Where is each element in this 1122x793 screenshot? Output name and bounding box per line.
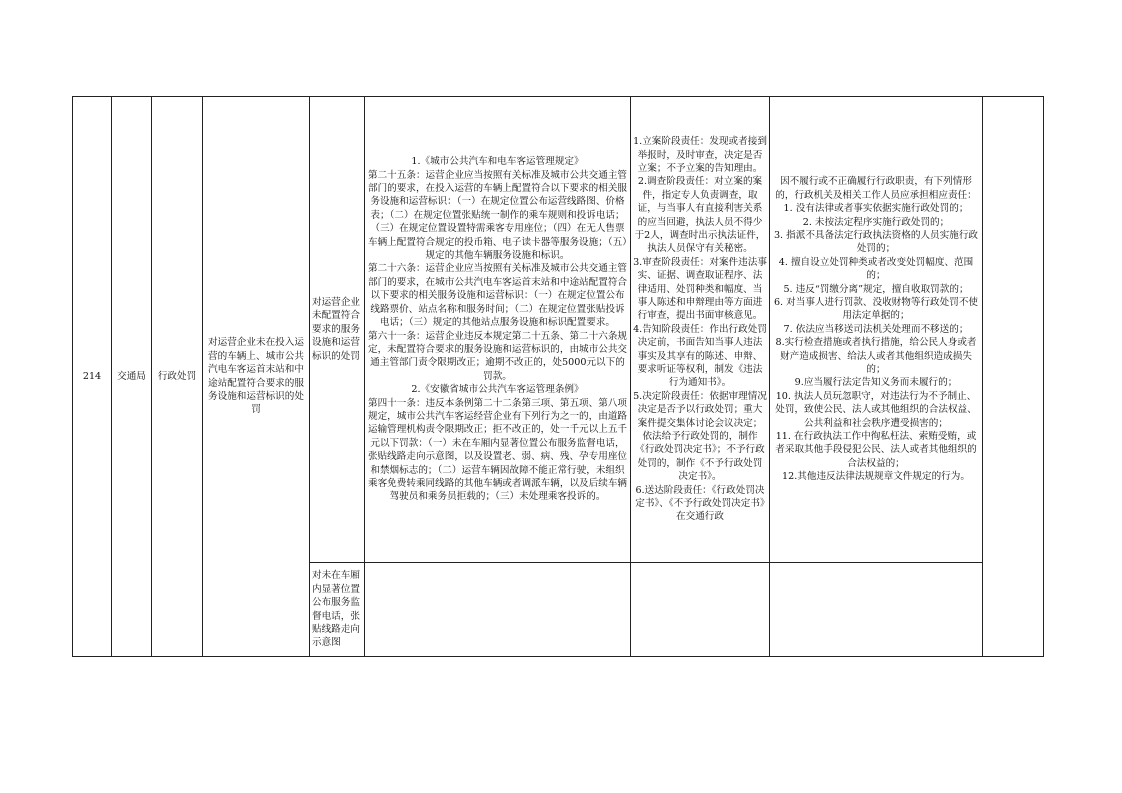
liability-paragraph: 8.实行检查措施或者执行措施，给公民人身或者财产造成损害、给法人或者其他组织造成损失的； — [775, 337, 977, 376]
liability-paragraph: 2. 未按法定程序实施行政处罚的； — [802, 216, 950, 228]
row-number: 214 — [73, 97, 112, 657]
basis-paragraph: 1.《城市公共汽车和电车客运管理规定》 — [411, 156, 584, 168]
power-list-table — [72, 96, 1044, 657]
legal-basis-cell-empty — [365, 563, 631, 657]
item-name-cell: 对运营企业未在投入运营的车辆上、城市公共汽电车客运首末站和中途站配置符合要求的服务设施和运营标识的处罚 — [203, 97, 310, 657]
responsibility-cell — [631, 97, 770, 563]
responsibility-paragraph: 1.立案阶段责任：发现或者接到举报时，及时审查，决定是否立案；不予立案的告知理由。 — [633, 136, 767, 174]
liability-paragraph: 10. 执法人员玩忽职守，对违法行为不予制止、处罚，致使公民、法人或其他组织的合法权益、公共利益和社会秩序遭受损害的； — [775, 390, 977, 429]
basis-paragraph: 2.《安徽省城市公共汽车客运管理条例》 — [411, 384, 584, 396]
liability-cell-empty — [770, 563, 983, 657]
basis-paragraph: 第六十一条：运营企业违反本规定第二十五条、第二十六条规定，未配置符合要求的服务设施和运营标识的，由城市公共交通主管部门责令限期改正；逾期不改正的，处5000元以下的罚款。 — [367, 330, 628, 382]
responsibility-paragraph: 2.调查阶段责任：对立案的案件，指定专人负责调查，取证，与当事人有直接利害关系的应当回避，执法人员不得少于2人，调查时出示执法证件，执法人员保守有关秘密。 — [634, 176, 766, 255]
liability-paragraph: 7. 依法应当移送司法机关处理而不移送的； — [783, 323, 969, 335]
liability-paragraph: 4. 擅自设立处罚种类或者改变处罚幅度、范围的； — [778, 256, 974, 282]
liability-paragraph: 1. 没有法律或者事实依据实施行政处罚的； — [783, 203, 969, 215]
liability-paragraph: 9.应当履行法定告知义务而未履行的； — [794, 377, 958, 389]
responsibility-paragraph: 5.决定阶段责任：依据审理情况决定是否予以行政处罚；重大案件提交集体讨论会议决定；依法给予行政处罚的，制作《行政处罚决定书》；不予行政处罚的，制作《不予行政处罚决定书》。 — [633, 390, 767, 483]
liability-paragraph: 3. 指派不具备法定行政执法资格的人员实施行政处罚的； — [773, 229, 979, 255]
department-cell: 交通局 — [112, 97, 152, 657]
liability-paragraph: 6. 对当事人进行罚款、没收财物等行政处罚不使用法定单据的； — [773, 296, 979, 322]
liability-paragraph: 12.其他违反法律法规规章文件规定的行为。 — [782, 471, 970, 483]
category-cell: 行政处罚 — [152, 97, 203, 657]
basis-paragraph: 第二十六条：运营企业应当按照有关标准及城市公共交通主管部门的要求，在城市公共汽电车客运首末站和中途站配置符合以下要求的相关服务设施和运营标识：（一）在规定位置公布线路票价、站点名称和服务时间；（二）在规定位置张贴投诉电话；（三）规定的其他站点服务设施和标识配置要求。 — [367, 263, 628, 329]
responsibility-paragraph: 3.审查阶段责任：对案件违法事实、证据、调查取证程序、法律适用、处罚种类和幅度、当事人陈述和申辩理由等方面进行审查，提出书面审核意见。 — [633, 256, 767, 322]
basis-paragraph: 第二十五条：运营企业应当按照有关标准及城市公共交通主管部门的要求，在投入运营的车辆上配置符合以下要求的相关服务设施和运营标识：（一）在规定位置公布运营线路图、价格表；（二）在规定位置张贴统一制作的乘车规则和投诉电话；（三）在规定位置设置特需乘客专用座位；（四）在无人售票车辆上配置符合规定的投币箱、电子读卡器等服务设施；（五）规定的其他车辆服务设施和标识。 — [367, 169, 628, 262]
sub-item-1-cell: 对运营企业未配置符合要求的服务设施和运营标识的处罚 — [310, 97, 365, 563]
table-row — [73, 97, 1044, 563]
liability-paragraph: 11. 在行政执法工作中徇私枉法、索贿受贿，或者采取其他手段侵犯公民、法人或者其他组织的合法权益的； — [775, 431, 977, 469]
liability-paragraph: 5. 违反“罚缴分离”规定，擅自收取罚款的； — [783, 283, 969, 295]
responsibility-paragraph: 4.告知阶段责任：作出行政处罚决定前，书面告知当事人违法事实及其享有的陈述、申辩、要求听证等权利，制发《违法行为通知书》。 — [633, 323, 767, 389]
liability-paragraph: 因不履行或不正确履行行政职责，有下列情形的，行政机关及相关工作人员应承担相应责任： — [775, 176, 977, 201]
liability-cell — [770, 97, 983, 563]
responsibility-cell-empty — [631, 563, 770, 657]
legal-basis-cell — [365, 97, 631, 563]
remarks-cell — [983, 97, 1044, 657]
basis-paragraph: 第四十一条：违反本条例第二十二条第三项、第五项、第八项规定，城市公共汽车客运经营企业有下列行为之一的，由道路运输管理机构责令限期改正；拒不改正的，处一千元以上五千元以下罚款：（一）未在车厢内显著位置公布服务监督电话，张贴线路走向示意图，以及设置老、弱、病、残、孕专用座位和禁烟标志的；（二）运营车辆因故障不能正常行驶，未组织乘客免费转乘同线路的其他车辆或者调派车辆，以及后续车辆驾驶员和乘务员拒载的；（三）未处理乘客投诉的。 — [367, 397, 628, 503]
sub-item-2-cell: 对未在车厢内显著位置公布服务监督电话，张贴线路走向示意图 — [310, 563, 365, 657]
responsibility-paragraph: 6.送达阶段责任：《行政处罚决定书》、《不予行政处罚决定书》在交通行政 — [635, 484, 765, 523]
